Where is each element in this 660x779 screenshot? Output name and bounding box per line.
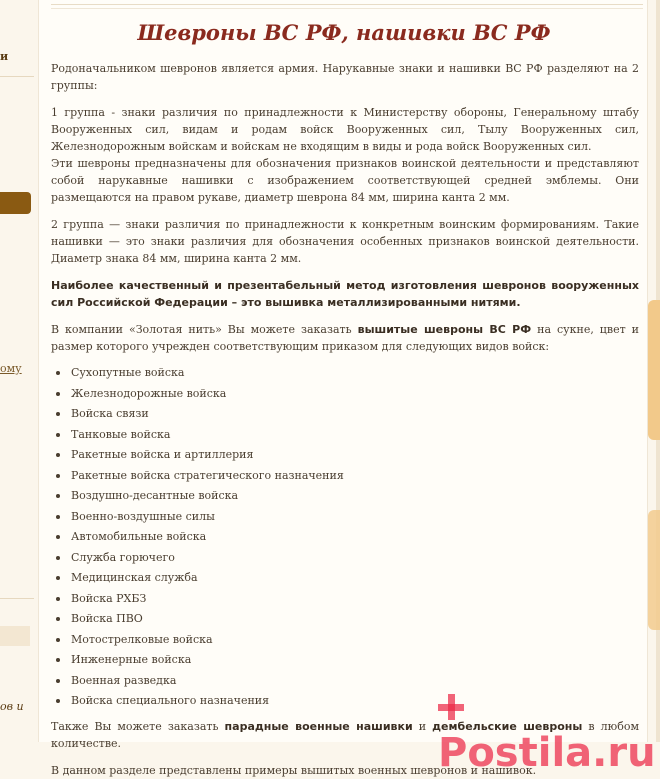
also-paragraph [51,718,639,752]
list-item: Служба горючего [51,548,639,569]
also-text-post: в любом количестве. [51,719,640,750]
sidebar-fragment-top[interactable]: и [0,50,9,63]
right-accent-tab[interactable] [648,300,660,440]
list-item: Ракетные войска и артиллерия [51,445,639,466]
group2-paragraph: 2 группа — знаки различия по принадлежности к конкретным воинским формированиям. Такие нашивки — это знаки различия для обозначения особенных признаков воинской деятельности. Диаметр знака 84 мм, ширина канта 2 мм. [51,218,639,265]
intro-paragraph: Родоначальником шевронов является армия. Нарукавные знаки и нашивки ВС РФ разделяют на 2 группы: [51,62,639,92]
sidebar-divider [0,598,34,599]
also-text-mid: и [412,719,433,733]
group1-paragraph: 1 группа - знаки различия по принадлежности к Министерству обороны, Генеральному штабу Вооруженных сил, видам и родам войск Вооруженных сил, Тылу Вооруженных сил, Железнодорожным войскам и войскам не входящим в виды и рода войск Вооруженных сил. [51,106,639,153]
list-item: Военная разведка [51,671,639,692]
list-item: Мотострелковые войска [51,630,639,651]
troops-list [51,363,639,712]
order-text-pre: В компании «Золотая нить» Вы можете заказать [51,323,358,336]
sidebar-divider [0,76,34,77]
watermark-text: Postila.ru [438,730,656,776]
also-text-pre: Также Вы можете заказать [51,719,225,733]
list-item: Войска ПВО [51,609,639,630]
sidebar-fragment-bottom[interactable]: ов и [0,700,24,713]
top-divider [51,4,643,5]
also-bold-parade: парадные военные нашивки [224,719,413,733]
list-item: Войска РХБЗ [51,589,639,610]
right-accent-tab[interactable] [648,510,660,630]
list-item: Сухопутные войска [51,363,639,384]
list-item: Войска специального назначения [51,691,639,712]
list-item: Танковые войска [51,425,639,446]
list-item: Железнодорожные войска [51,384,639,405]
list-item: Военно-воздушные силы [51,507,639,528]
highlight-paragraph: Наиболее качественный и презентабельный метод изготовления шевронов вооруженных сил Российской Федерации – это вышивка металлизированными нитями. [51,279,639,309]
also-bold-demob: дембельские шевроны [432,719,583,733]
list-item: Войска связи [51,404,639,425]
sidebar-link-fragment[interactable]: ому [0,362,22,375]
order-text-post: на сукне, цвет и размер которого учрежден соответствующим приказом для следующих видов войск: [51,323,639,353]
article-body [51,60,639,779]
list-item: Воздушно-десантные войска [51,486,639,507]
order-bold-link: вышитые шевроны ВС РФ [357,323,532,336]
top-divider [51,8,643,9]
closing-paragraph: В данном разделе представлены примеры вышитых военных шевронов и нашивок. [51,763,537,777]
sidebar-pale-block [0,626,30,646]
group1-detail-paragraph: Эти шевроны предназначены для обозначения признаков воинской деятельности и представляют собой нарукавные нашивки с изображением соответствующей средней эмблемы. Они размещаются на правом рукаве, диаметр шеврона 84 мм, ширина канта 2 мм. [51,157,639,204]
list-item: Медицинская служба [51,568,639,589]
list-item: Ракетные войска стратегического назначения [51,466,639,487]
sidebar [0,0,38,742]
list-item: Автомобильные войска [51,527,639,548]
sidebar-active-item[interactable] [0,192,31,214]
page-title: Шевроны ВС РФ, нашивки ВС РФ [137,20,551,45]
list-item: Инженерные войска [51,650,639,671]
order-paragraph [51,321,639,355]
